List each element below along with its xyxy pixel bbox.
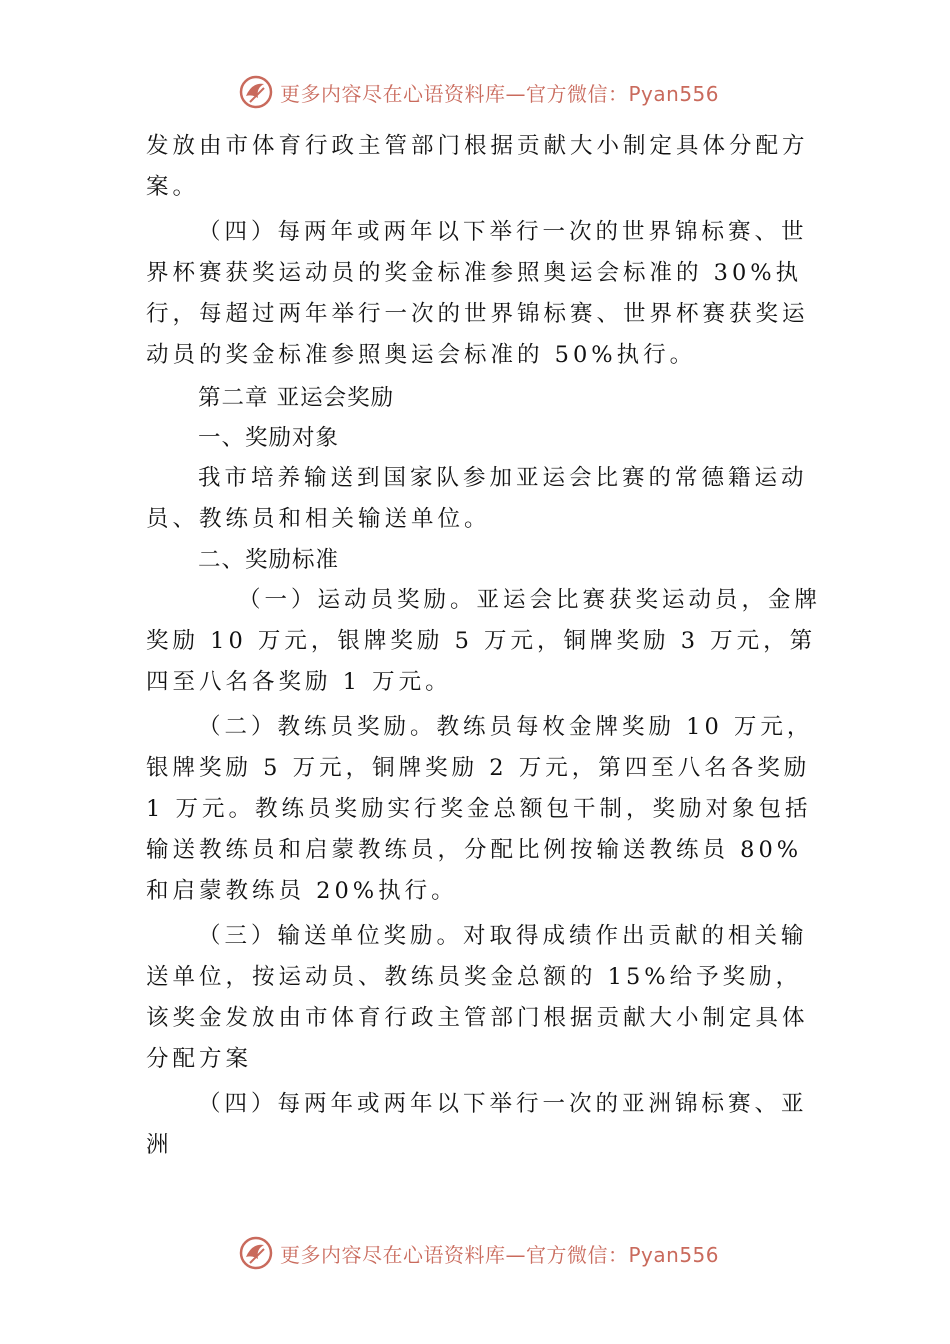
paragraph-targets: 我市培养输送到国家队参加亚运会比赛的常德籍运动员、教练员和相关输送单位。 (146, 465, 808, 532)
watermark-text: 更多内容尽在心语资料库—官方微信：Pyan556 (280, 1242, 720, 1267)
brand-logo-icon (238, 1235, 274, 1271)
section-heading-standards: 二、奖励标准 (198, 547, 340, 573)
section-heading-targets: 一、奖励对象 (198, 425, 340, 451)
paragraph-world-championships: （四）每两年或两年以下举行一次的世界锦标赛、世界杯赛获奖运动员的奖金标准参照奥运会标准的 30%执行，每超过两年举行一次的世界锦标赛、世界杯赛获奖运动员的奖金标准参照奥运会标准的 50%执行。 (146, 219, 809, 368)
paragraph-asian-championships: （四）每两年或两年以下举行一次的亚洲锦标赛、亚洲 (146, 1091, 808, 1158)
paragraph-athlete-awards: （一）运动员奖励。亚运会比赛获奖运动员，金牌奖励 10 万元，银牌奖励 5 万元，铜牌奖励 3 万元，第四至八名各奖励 1 万元。 (146, 587, 822, 695)
watermark-text: 更多内容尽在心语资料库—官方微信：Pyan556 (280, 81, 720, 106)
header-watermark (238, 72, 718, 112)
chapter-heading: 第二章 亚运会奖励 (198, 385, 395, 411)
brand-logo-icon (238, 74, 274, 110)
paragraph-unit-awards: （三）输送单位奖励。对取得成绩作出贡献的相关输送单位，按运动员、教练员奖金总额的 15%给予奖励，该奖金发放由市体育行政主管部门根据贡献大小制定具体分配方案 (146, 923, 809, 1072)
paragraph-continuation: 发放由市体育行政主管部门根据贡献大小制定具体分配方案。 (146, 133, 809, 200)
footer-watermark (238, 1233, 718, 1273)
paragraph-coach-awards: （二）教练员奖励。教练员每枚金牌奖励 10 万元，银牌奖励 5 万元，铜牌奖励 2 万元，第四至八名各奖励 1 万元。教练员奖励实行奖金总额包干制，奖励对象包括输送教练员和启蒙教练员，分配比例按输送教练员 80%和启蒙教练员 20%执行。 (146, 714, 814, 904)
document-body (146, 126, 826, 1166)
